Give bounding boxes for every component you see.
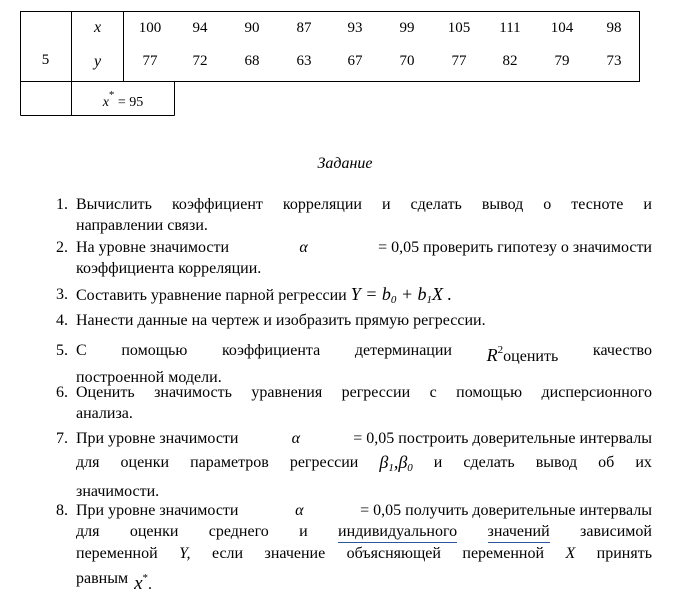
task-item-7 <box>40 428 652 502</box>
alpha-symbol: α <box>291 430 301 447</box>
item-number: 7. <box>56 430 68 447</box>
word: если <box>211 545 244 562</box>
word: их <box>635 454 652 471</box>
word: тесноте <box>571 196 624 213</box>
item-7-line-3: значимости. <box>76 483 160 500</box>
regression-equation <box>351 284 452 304</box>
y-value-cell: 82 <box>502 53 518 69</box>
item-2-line-1 <box>76 237 652 258</box>
beta-symbol: β <box>398 452 408 472</box>
x-row-label: x <box>93 19 102 36</box>
word: переменной <box>76 545 158 562</box>
word: объясняющей <box>346 545 441 562</box>
item-7-line-2 <box>76 452 652 479</box>
item-7-text-a: При уровне значимости <box>76 430 239 447</box>
eq-sub-0: 0 <box>390 294 397 306</box>
word: оценить <box>503 348 559 365</box>
word: значимость <box>154 384 232 401</box>
item-5-line-2: построенной модели. <box>76 369 222 386</box>
y-value-cell: 72 <box>192 53 208 69</box>
item-1-line-2: направлении связи. <box>76 217 208 234</box>
x-value-cell: 94 <box>192 20 208 36</box>
item-1-line-1 <box>76 194 652 215</box>
eq-dot: . <box>443 284 453 304</box>
eq-plus-b: + b <box>396 284 427 304</box>
word: об <box>598 454 615 471</box>
word: коэффициент <box>171 196 263 213</box>
x-star <box>134 568 152 595</box>
word: качество <box>592 342 652 359</box>
star-sup: * <box>142 572 149 584</box>
task-title: Задание <box>317 155 373 172</box>
task-item-6 <box>40 382 652 424</box>
word: равным <box>76 570 129 587</box>
word: помощью <box>121 342 188 359</box>
word: вывод <box>535 454 578 471</box>
y-value-cell: 63 <box>296 53 312 69</box>
item-8-text-b: = 0,05 получить доверительные интервалы <box>360 502 652 519</box>
underlined-word: значений <box>488 521 550 543</box>
item-8-line-3 <box>76 543 652 564</box>
x-value-cell: 105 <box>447 20 471 36</box>
word: Оценить <box>76 384 135 401</box>
x-value-cell: 99 <box>399 20 415 36</box>
r-symbol: R <box>486 345 498 365</box>
item-number: 1. <box>56 196 68 213</box>
word: параметров <box>190 454 269 471</box>
task-item-1 <box>40 194 652 236</box>
eq-b: = b <box>360 284 391 304</box>
item-8-line-2 <box>76 521 652 543</box>
y-value-cell: 68 <box>244 53 260 69</box>
item-8-text-a: При уровне значимости <box>76 502 239 519</box>
x-value-cell: 90 <box>244 20 260 36</box>
item-number: 6. <box>56 384 68 401</box>
underlined-word: индивидуального <box>338 521 457 543</box>
word: зависимой <box>580 523 652 540</box>
word: с <box>429 384 437 401</box>
x-star-value <box>72 89 174 111</box>
x-value-cell: 104 <box>550 20 574 36</box>
item-number: 2. <box>56 239 68 256</box>
item-2-text-a: На уровне значимости <box>76 239 230 256</box>
y-value-cell: 70 <box>399 53 415 69</box>
word: и <box>299 523 308 540</box>
eq-x: X <box>432 284 444 304</box>
eq-y: Y <box>350 284 361 304</box>
y-value-cell: 67 <box>347 53 363 69</box>
word: помощью <box>456 384 523 401</box>
item-7-text-b: = 0,05 построить доверительные интервалы <box>353 430 652 447</box>
y-value-cell: 77 <box>451 53 467 69</box>
x-star-number: = 95 <box>117 95 144 110</box>
x-star-var: x <box>102 95 109 110</box>
item-number: 4. <box>56 312 68 329</box>
word: оценки <box>129 523 179 540</box>
item-number: 3. <box>56 286 68 303</box>
word: регрессии <box>289 454 359 471</box>
word: и <box>433 454 443 471</box>
item-4-text: Нанести данные на чертеж и изобразить прямую регрессии. <box>76 312 486 329</box>
item-number: 8. <box>56 502 68 519</box>
item-8-line-1 <box>76 500 652 521</box>
task-item-2 <box>40 237 652 279</box>
word: оценки <box>120 454 170 471</box>
y-value-cell: 79 <box>554 53 570 69</box>
word: среднего <box>208 523 269 540</box>
x-value-cell: 98 <box>606 20 622 36</box>
word: детерминации <box>354 342 452 359</box>
beta-sub-1: 1 <box>388 462 394 474</box>
word: принять <box>596 545 652 562</box>
var-x: X <box>565 545 576 562</box>
task-item-3 <box>40 284 652 311</box>
item-2-line-2: коэффициента корреляции. <box>76 260 262 277</box>
alpha-symbol: α <box>295 502 304 519</box>
r-squared <box>487 340 559 367</box>
word: сделать <box>463 454 515 471</box>
x-value-cell: 93 <box>347 20 363 36</box>
item-6-line-2: анализа. <box>76 405 133 422</box>
word: регрессии <box>341 384 411 401</box>
word: корреляции <box>282 196 362 213</box>
alpha-symbol: α <box>299 239 308 256</box>
word: дисперсионного <box>541 384 652 401</box>
beta-symbol: β <box>379 452 389 472</box>
word: для <box>76 454 100 471</box>
x-star-sup: * <box>108 89 115 101</box>
y-value-cell: 77 <box>142 53 158 69</box>
comma: , <box>393 452 399 472</box>
r-sup: 2 <box>497 344 504 356</box>
y-row-label: y <box>93 53 102 70</box>
item-7-line-1 <box>76 428 652 449</box>
var-y: Y, <box>179 545 191 562</box>
word: значение <box>264 545 326 562</box>
x-value-cell: 111 <box>499 20 521 36</box>
item-number: 5. <box>56 342 68 359</box>
word: для <box>76 523 100 540</box>
word: и <box>381 196 391 213</box>
item-6-line-1 <box>76 382 652 403</box>
word: Вычислить <box>76 196 152 213</box>
beta-sub-0: 0 <box>407 462 413 474</box>
word: сделать <box>410 196 462 213</box>
word: С <box>76 342 87 359</box>
word: уравнения <box>251 384 323 401</box>
item-3-text: Составить уравнение парной регрессии <box>76 287 347 304</box>
word: вывод <box>481 196 524 213</box>
variant-number: 5 <box>41 52 50 68</box>
word: и <box>643 196 652 213</box>
word: переменной <box>462 545 545 562</box>
x-value-cell: 87 <box>296 20 312 36</box>
word: о <box>543 196 552 213</box>
x-star-symbol: x <box>134 573 143 594</box>
item-5-line-1 <box>76 340 652 367</box>
dot: . <box>148 576 153 593</box>
beta-params <box>379 452 412 479</box>
x-value-cell: 100 <box>138 20 162 36</box>
task-item-4 <box>40 310 652 331</box>
word: коэффициента <box>221 342 321 359</box>
eq-sub-1: 1 <box>426 294 433 306</box>
y-value-cell: 73 <box>606 53 622 69</box>
item-2-text-b: = 0,05 проверить гипотезу о значимости <box>378 239 652 256</box>
task-item-8 <box>40 500 652 595</box>
task-item-5 <box>40 340 652 388</box>
item-8-line-4 <box>76 568 652 595</box>
